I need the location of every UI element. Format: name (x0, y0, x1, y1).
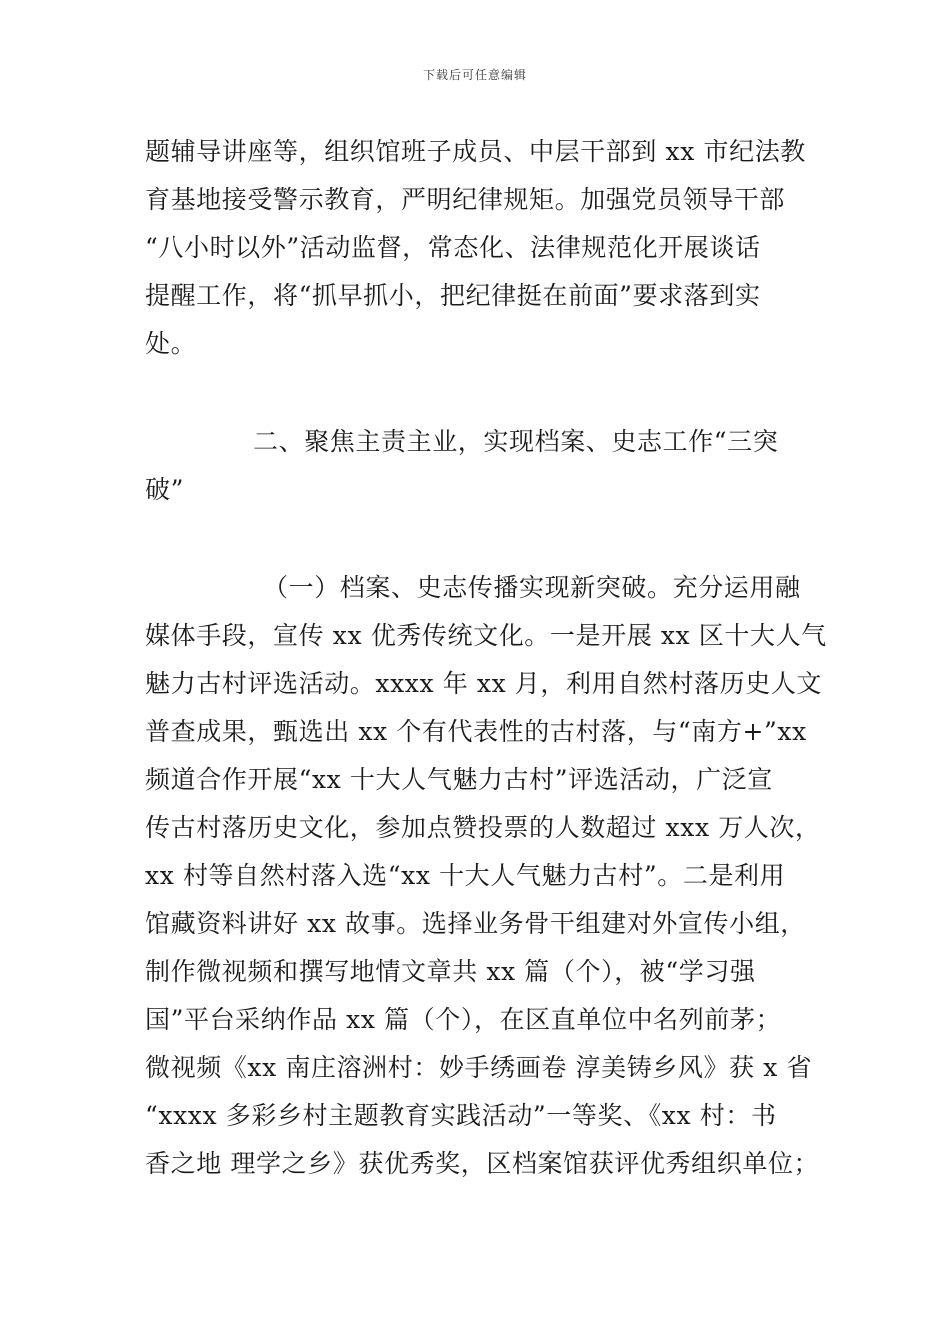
text-line: 普查成果，甄选出 xx 个有代表性的古村落，与“南方+”xx (145, 717, 807, 746)
text-line: 魅力古村评选活动。xxxx 年 xx 月，利用自然村落历史人文 (145, 669, 823, 698)
text-line: 传古村落历史文化，参加点赞投票的人数超过 xxx 万人次， (145, 813, 821, 842)
document-body (145, 128, 825, 1188)
paragraph-discipline (145, 128, 825, 368)
text-line: “八小时以外”活动监督，常态化、法律规范化开展谈话 (145, 233, 761, 262)
text-line: 馆藏资料讲好 xx 故事。选择业务骨干组建对外宣传小组， (145, 909, 806, 938)
heading-line: 二、聚焦主责主业，实现档案、史志工作“三突 (253, 427, 779, 456)
heading-line: 破” (145, 475, 184, 504)
text-line: 香之地 理学之乡》获优秀奖，区档案馆获评优秀组织单位； (145, 1149, 820, 1178)
page-header-note: 下载后可任意编辑 (422, 68, 527, 82)
paragraph-dissemination (145, 564, 825, 1188)
text-line: “xxxx 多彩乡村主题教育实践活动”一等奖、《xx 村：书 (145, 1101, 777, 1130)
text-line: 频道合作开展“xx 十大人气魅力古村”评选活动，广泛宣 (145, 765, 773, 794)
text-line: 制作微视频和撰写地情文章共 xx 篇（个），被“学习强 (145, 957, 756, 986)
text-line: （一）档案、史志传播实现新突破。充分运用融 (263, 573, 801, 602)
text-line: 题辅导讲座等，组织馆班子成员、中层干部到 xx 市纪法教 (145, 137, 806, 166)
text-line: xx 村等自然村落入选“xx 十大人气魅力古村”。二是利用 (145, 861, 786, 890)
paragraph-gap (145, 514, 825, 564)
section-heading (145, 418, 825, 514)
paragraph-gap (145, 368, 825, 418)
text-line: 微视频《xx 南庄溶洲村：妙手绣画卷 淳美铸乡风》获 x 省 (145, 1053, 813, 1082)
text-line: 提醒工作，将“抓早抓小，把纪律挺在前面”要求落到实 (145, 281, 761, 310)
text-line: 育基地接受警示教育，严明纪律规矩。加强党员领导干部 (145, 185, 786, 214)
text-line: 处。 (145, 329, 197, 358)
text-line: 媒体手段，宣传 xx 优秀传统文化。一是开展 xx 区十大人气 (145, 621, 827, 650)
text-line: 国”平台采纳作品 xx 篇（个），在区直单位中名列前茅； (145, 1005, 782, 1034)
